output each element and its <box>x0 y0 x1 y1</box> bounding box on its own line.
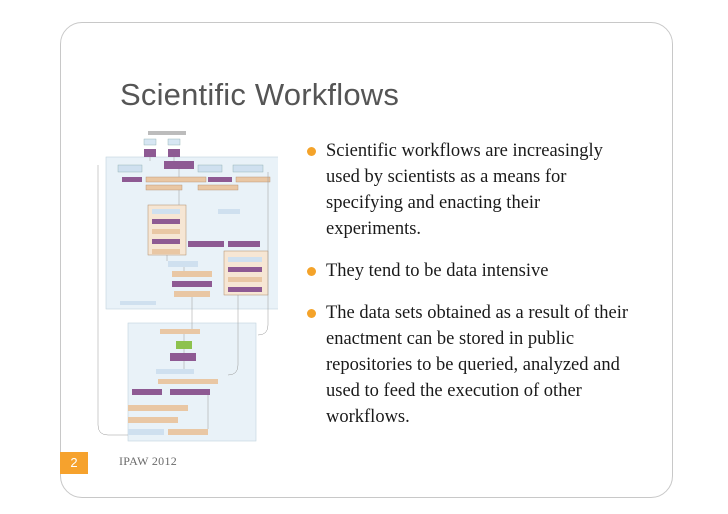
slide-title: Scientific Workflows <box>120 77 400 112</box>
bullet-text: The data sets obtained as a result of their enactment can be stored in public repositories to be queried, analyzed and used to feed the execution of other workflows. <box>326 303 629 427</box>
bullet-dot-icon <box>304 306 318 320</box>
footer-text: IPAW 2012 <box>119 454 178 468</box>
bullet-item <box>300 138 630 242</box>
bullet-list <box>300 138 630 446</box>
page-number: 2 <box>70 455 78 470</box>
bullet-text: They tend to be data intensive <box>326 261 549 281</box>
bullet-dot-icon <box>304 144 318 158</box>
workflow-diagram-image <box>88 125 278 445</box>
bullet-dot-icon <box>304 264 318 278</box>
bullet-text: Scientific workflows are increasingly used by scientists as a means for specifying and enacting their experiments. <box>326 141 603 239</box>
bullet-item <box>300 300 630 430</box>
page-number-badge <box>60 452 88 474</box>
bullet-item <box>300 258 630 284</box>
